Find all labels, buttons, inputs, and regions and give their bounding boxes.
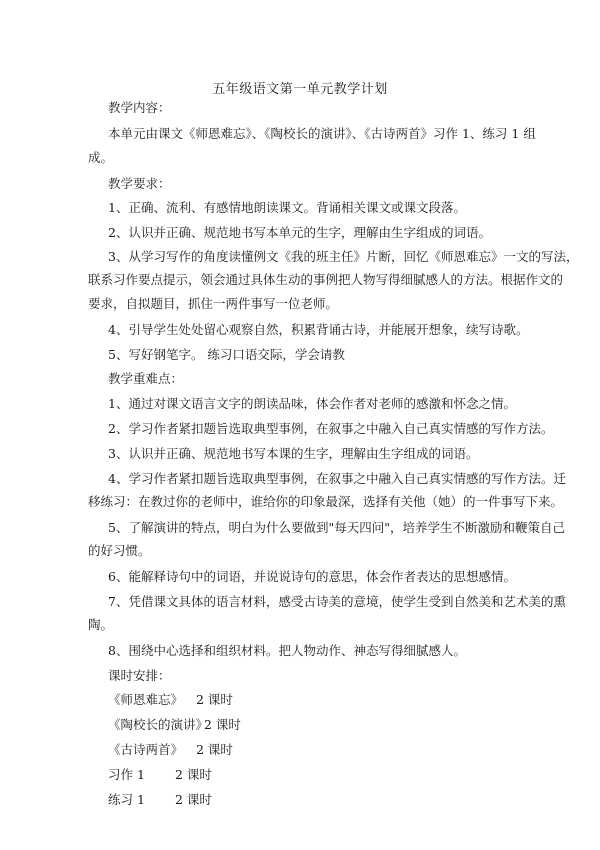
schedule-item-hours: 2 课时 xyxy=(175,792,212,807)
schedule-row xyxy=(108,792,548,808)
keypoint-2: 2、学习作者紧扣题旨选取典型事例，在叙事之中融入自己真实情感的写作方法。 xyxy=(108,421,554,436)
keypoint-1: 1、通过对课文语言文字的朗读品味，体会作者对老师的感激和怀念之情。 xyxy=(108,396,516,411)
keypoint-5-line-2: 的好习惯。 xyxy=(88,543,151,558)
keypoint-6: 6、能解释诗句中的词语，并说说诗句的意思，体会作者表达的思想感情。 xyxy=(108,569,516,584)
requirement-3-line-3: 要求，自拟题目，抓住一两件事写一位老师。 xyxy=(88,296,339,311)
requirement-5: 5、写好钢笔字。 练习口语交际，学会请教 xyxy=(108,347,345,362)
content-text-line-1: 本单元由课文《师恩难忘》、《陶校长的演讲》、《古诗两首》习作 1、练习 1 组 xyxy=(108,126,536,141)
schedule-row xyxy=(108,692,548,708)
schedule-item-hours: 2 课时 xyxy=(204,717,241,732)
requirement-3-line-2: 联系习作要点提示，领会通过具体生动的事例把人物写得细腻感人的方法。根据作文的 xyxy=(88,272,564,287)
document-title: 五年级语文第一单元教学计划 xyxy=(212,82,388,97)
schedule-item-name: 练习 1 xyxy=(108,792,145,807)
keypoint-4-line-2: 移练习：在教过你的老师中，谁给你的印象最深，选择有关他（她）的一件事写下来。 xyxy=(88,494,564,509)
schedule-item-name: 《陶校长的演讲》 xyxy=(108,717,209,732)
schedule-item-hours: 2 课时 xyxy=(196,742,233,757)
schedule-item-hours: 2 课时 xyxy=(196,692,233,707)
schedule-row xyxy=(108,742,548,758)
keypoint-4-line-1: 4、学习作者紧扣题旨选取典型事例，在叙事之中融入自己真实情感的写作方法。迁 xyxy=(108,471,566,486)
keypoint-7-line-2: 陶。 xyxy=(88,617,114,632)
keypoint-5-line-1: 5、了解演讲的特点，明白为什么要做到"每天四问"，培养学生不断激励和鞭策自己 xyxy=(108,520,565,535)
keypoint-3: 3、认识并正确、规范地书写本课的生字，理解由生字组成的词语。 xyxy=(108,446,479,461)
schedule-item-name: 《师恩难忘》 xyxy=(108,692,184,707)
keypoint-7-line-1: 7、凭借课文具体的语言材料，感受古诗美的意境，使学生受到自然美和艺术美的熏 xyxy=(108,594,566,609)
schedule-item-name: 习作 1 xyxy=(108,767,145,782)
requirement-3-line-1: 3、从学习写作的角度读懂例文《我的班主任》片断，回忆《师恩难忘》一文的写法， xyxy=(108,249,579,264)
content-text-line-2: 成。 xyxy=(88,150,114,165)
requirement-1: 1、正确、流利、有感情地朗读课文。背诵相关课文或课文段落。 xyxy=(108,200,466,215)
schedule-item-hours: 2 课时 xyxy=(175,767,212,782)
content-heading: 教学内容： xyxy=(108,100,171,115)
schedule-item-name: 《古诗两首》 xyxy=(108,742,184,757)
schedule-row xyxy=(108,717,548,733)
keypoint-8: 8、围绕中心选择和组织材料。把人物动作、神态写得细腻感人。 xyxy=(108,643,466,658)
schedule-row xyxy=(108,767,548,783)
requirement-4: 4、引导学生处处留心观察自然，积累背诵古诗，并能展开想象，续写诗歌。 xyxy=(108,322,529,337)
schedule-heading: 课时安排： xyxy=(108,668,171,683)
requirement-2: 2、认识并正确、规范地书写本单元的生字，理解由生字组成的词语。 xyxy=(108,225,491,240)
keypoints-heading: 教学重难点： xyxy=(108,371,184,386)
requirements-heading: 教学要求： xyxy=(108,176,171,191)
